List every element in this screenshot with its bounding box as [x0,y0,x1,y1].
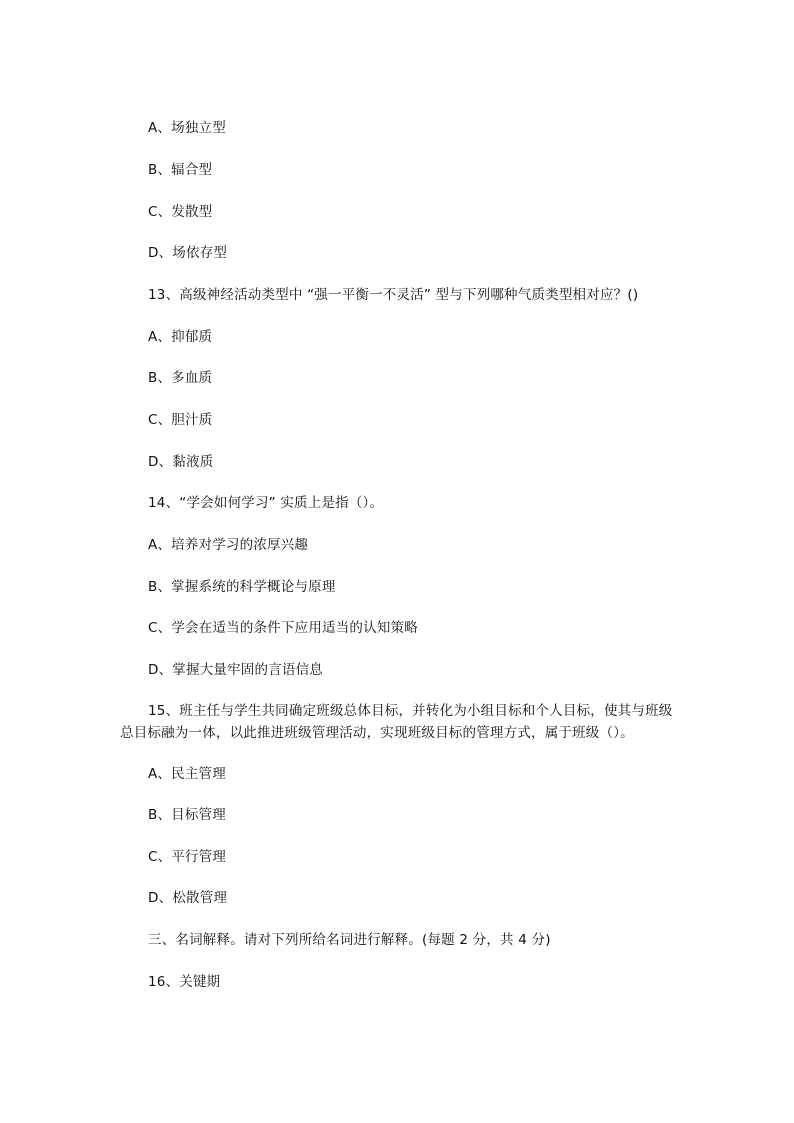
question-14: 14、“学会如何学习” 实质上是指（）。 [148,495,384,511]
q13-option-c: C、胆汁质 [148,412,213,428]
option-d-field-dependent: D、场依存型 [148,245,228,261]
q15-option-a: A、民主管理 [148,766,226,782]
q13-option-a: A、抑郁质 [148,329,213,345]
option-c-divergent: C、发散型 [148,204,213,220]
option-a-field-independent: A、场独立型 [148,120,226,136]
q14-option-a: A、培养对学习的浓厚兴趣 [148,537,309,553]
option-b-convergent: B、辐合型 [148,162,213,178]
q13-option-b: B、多血质 [148,370,213,386]
question-15: 15、班主任与学生共同确定班级总体目标，并转化为小组目标和个人目标，使其与班级总目标融为一体，以此推进班级管理活动，实现班级目标的管理方式，属于班级（）。 [120,703,673,741]
q15-option-c: C、平行管理 [148,849,227,865]
question-16: 16、关键期 [148,974,221,990]
q15-option-b: B、目标管理 [148,807,226,823]
q15-option-d: D、松散管理 [148,890,228,906]
section-3-heading: 三、名词解释。请对下列所给名词进行解释。(每题 2 分，共 4 分) [148,932,551,948]
q14-option-d: D、掌握大量牢固的言语信息 [148,662,323,678]
q13-option-d: D、黏液质 [148,454,214,470]
q14-option-c: C、学会在适当的条件下应用适当的认知策略 [148,620,418,636]
q14-option-b: B、掌握系统的科学概论与原理 [148,579,336,595]
question-13: 13、高级神经活动类型中 “强一平衡一不灵活” 型与下列哪种气质类型相对应？() [148,287,639,303]
